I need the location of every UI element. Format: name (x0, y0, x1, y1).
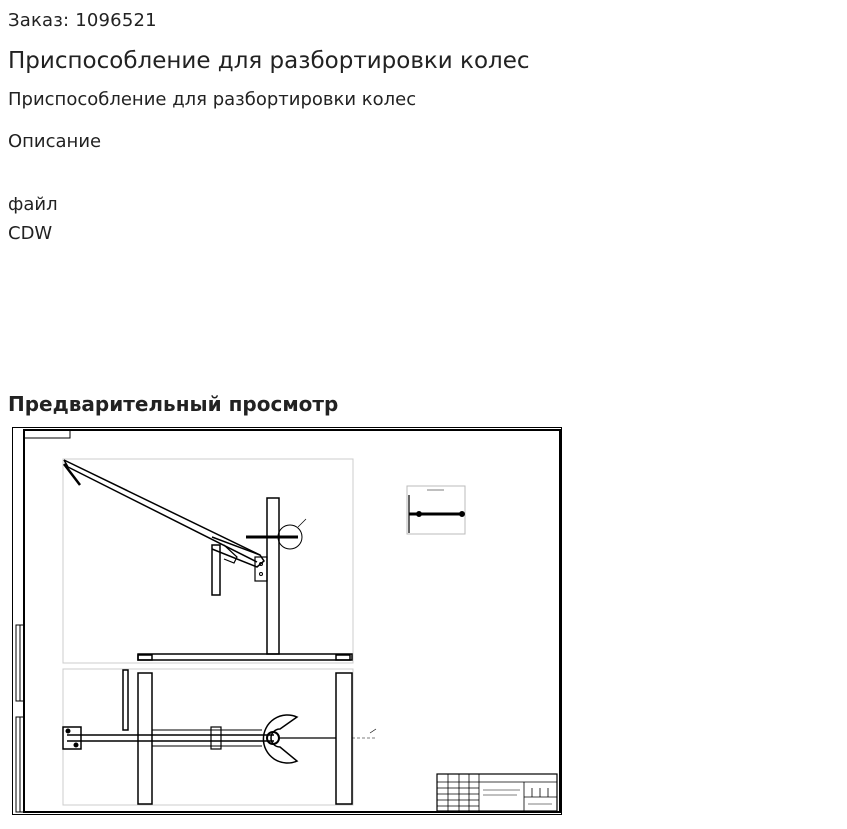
sheet-inner-border (24, 430, 560, 812)
detail-view (407, 486, 465, 534)
right-upright (336, 673, 352, 804)
description-heading: Описание (8, 131, 102, 152)
product-subtitle: Приспособление для разбортировки колес (8, 89, 417, 110)
drawing-preview-image[interactable] (12, 427, 563, 816)
page-title: Приспособление для разбортировки колес (8, 48, 530, 74)
lever-arm (64, 460, 264, 567)
front-view-frame (63, 459, 353, 663)
preview-heading: Предварительный просмотр (8, 392, 339, 416)
top-left-stamp (24, 430, 70, 438)
base-beam (138, 654, 352, 660)
left-upright (138, 673, 152, 804)
title-block (437, 774, 557, 811)
left-clamp (63, 727, 81, 749)
sheet-outer-border (13, 428, 562, 815)
top-view-arm (67, 727, 274, 749)
file-format: CDW (8, 223, 53, 244)
wheel-segment (263, 715, 297, 763)
order-number: Заказ: 1096521 (8, 10, 157, 31)
top-view-frame (63, 669, 353, 805)
file-label: файл (8, 194, 58, 215)
hub (267, 732, 279, 744)
left-upright-thin (123, 670, 128, 730)
vertical-post (255, 498, 279, 654)
